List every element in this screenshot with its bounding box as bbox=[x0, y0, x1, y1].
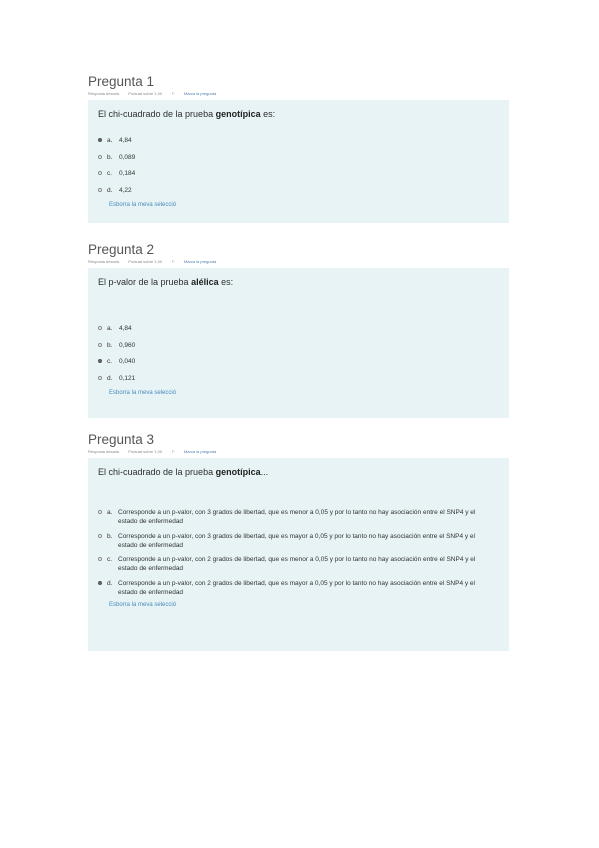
answer-option-a[interactable] bbox=[98, 508, 499, 526]
question-text-part: El chi-cuadrado de la prueba bbox=[98, 467, 216, 477]
answer-text: 4,84 bbox=[119, 325, 132, 332]
question-text-part: El p-valor de la prueba bbox=[98, 277, 192, 287]
flag-icon: ⚐ bbox=[171, 259, 175, 264]
radio-button[interactable] bbox=[98, 359, 102, 363]
question-text-part: es: bbox=[218, 277, 234, 287]
flag-label: Marca la pregunta bbox=[183, 91, 217, 96]
answer-list bbox=[98, 508, 499, 597]
question-1 bbox=[88, 74, 508, 223]
radio-button[interactable] bbox=[98, 376, 102, 380]
answer-option-c[interactable] bbox=[98, 169, 499, 178]
answer-letter: b. bbox=[107, 153, 113, 161]
answer-letter: c. bbox=[107, 170, 113, 178]
answer-option-d[interactable] bbox=[98, 579, 499, 597]
clear-selection-link[interactable]: Esborra la meva selecció bbox=[109, 390, 177, 397]
answer-text: 0,040 bbox=[119, 358, 136, 366]
answer-letter: d. bbox=[107, 186, 113, 194]
question-text bbox=[98, 276, 499, 288]
answer-text: 0,960 bbox=[119, 341, 136, 349]
question-3 bbox=[88, 432, 508, 651]
answer-option-b[interactable] bbox=[98, 153, 499, 162]
question-info bbox=[88, 449, 508, 455]
answer-text: Corresponde a un p-valor, con 3 grados de libertad, que es mayor a 0,05 y por lo tanto no hay asociación entre el SNP4 y el estado de enfermedad bbox=[118, 532, 475, 549]
answer-letter: b. bbox=[107, 532, 113, 540]
question-info bbox=[88, 259, 508, 265]
answer-option-b[interactable] bbox=[98, 532, 499, 550]
answer-option-a[interactable] bbox=[98, 136, 499, 145]
question-status: Resposta desada bbox=[88, 91, 120, 96]
question-content bbox=[88, 458, 509, 651]
question-status: Resposta desada bbox=[88, 449, 120, 454]
flag-question-link[interactable] bbox=[171, 91, 224, 96]
flag-label: Marca la pregunta bbox=[183, 259, 217, 264]
clear-selection-link[interactable]: Esborra la meva selecció bbox=[109, 602, 177, 608]
flag-label: Marca la pregunta bbox=[183, 449, 217, 454]
question-text-part: El chi-cuadrado de la prueba bbox=[98, 109, 216, 119]
answer-letter: c. bbox=[107, 556, 113, 563]
answer-option-b[interactable] bbox=[98, 341, 499, 350]
question-text bbox=[98, 466, 499, 478]
answer-letter: b. bbox=[107, 341, 113, 349]
question-text-part: ... bbox=[260, 467, 269, 477]
answer-letter: a. bbox=[107, 325, 113, 332]
question-text-bold: genotípica bbox=[215, 109, 261, 119]
answer-letter: a. bbox=[107, 509, 113, 516]
radio-button[interactable] bbox=[98, 343, 102, 347]
radio-button[interactable] bbox=[98, 534, 102, 538]
flag-question-link[interactable] bbox=[171, 449, 224, 454]
answer-option-c[interactable] bbox=[98, 357, 499, 366]
answer-option-c[interactable] bbox=[98, 555, 499, 573]
answer-text: 0,089 bbox=[119, 153, 136, 161]
radio-button[interactable] bbox=[98, 171, 102, 175]
answer-letter: d. bbox=[107, 374, 113, 382]
answer-option-d[interactable] bbox=[98, 374, 499, 383]
radio-button[interactable] bbox=[98, 138, 102, 142]
answer-text: Corresponde a un p-valor, con 3 grados de libertad, que es menor a 0,05 y por lo tanto no hay asociación entre el SNP4 y el estado de enfermedad bbox=[118, 509, 476, 525]
clear-selection-link[interactable]: Esborra la meva selecció bbox=[109, 202, 177, 209]
flag-icon: ⚐ bbox=[171, 449, 175, 454]
question-score: Puntuat sobre 1,00 bbox=[128, 449, 163, 454]
answer-letter: a. bbox=[107, 137, 113, 144]
question-title: Pregunta 3 bbox=[88, 432, 155, 447]
answer-list bbox=[98, 324, 499, 383]
question-score: Puntuat sobre 1,00 bbox=[128, 259, 163, 264]
answer-text: 0,184 bbox=[119, 170, 136, 178]
answer-text: 0,121 bbox=[119, 374, 136, 382]
radio-button[interactable] bbox=[98, 155, 102, 159]
question-text-bold: genotípica bbox=[215, 467, 261, 477]
flag-icon: ⚐ bbox=[171, 91, 175, 96]
question-title: Pregunta 2 bbox=[88, 242, 155, 257]
answer-text: 4,84 bbox=[119, 137, 132, 144]
radio-button[interactable] bbox=[98, 581, 102, 585]
radio-button[interactable] bbox=[98, 326, 102, 330]
question-content bbox=[88, 268, 509, 418]
question-text-bold: alélica bbox=[191, 277, 219, 287]
answer-option-d[interactable] bbox=[98, 186, 499, 195]
question-score: Puntuat sobre 1,00 bbox=[128, 91, 163, 96]
question-info bbox=[88, 91, 508, 97]
radio-button[interactable] bbox=[98, 188, 102, 192]
question-status: Resposta desada bbox=[88, 259, 120, 264]
radio-button[interactable] bbox=[98, 557, 102, 561]
answer-option-a[interactable] bbox=[98, 324, 499, 333]
question-title: Pregunta 1 bbox=[88, 74, 155, 89]
answer-text: 4,22 bbox=[119, 186, 132, 194]
answer-text: Corresponde a un p-valor, con 2 grados de libertad, que es menor a 0,05 y por lo tanto no hay asociación entre el SNP4 y el estado de enfermedad bbox=[118, 556, 476, 572]
question-2 bbox=[88, 242, 508, 418]
answer-letter: c. bbox=[107, 358, 113, 366]
radio-button[interactable] bbox=[98, 510, 102, 514]
question-text bbox=[98, 108, 499, 120]
question-text-part: es: bbox=[260, 109, 276, 119]
answer-text: Corresponde a un p-valor, con 2 grados de libertad, que es mayor a 0,05 y por lo tanto no hay asociación entre el SNP4 y el estado de enfermedad bbox=[118, 579, 475, 596]
answer-letter: d. bbox=[107, 579, 113, 587]
question-content bbox=[88, 100, 509, 223]
answer-list bbox=[98, 136, 499, 195]
flag-question-link[interactable] bbox=[171, 259, 224, 264]
